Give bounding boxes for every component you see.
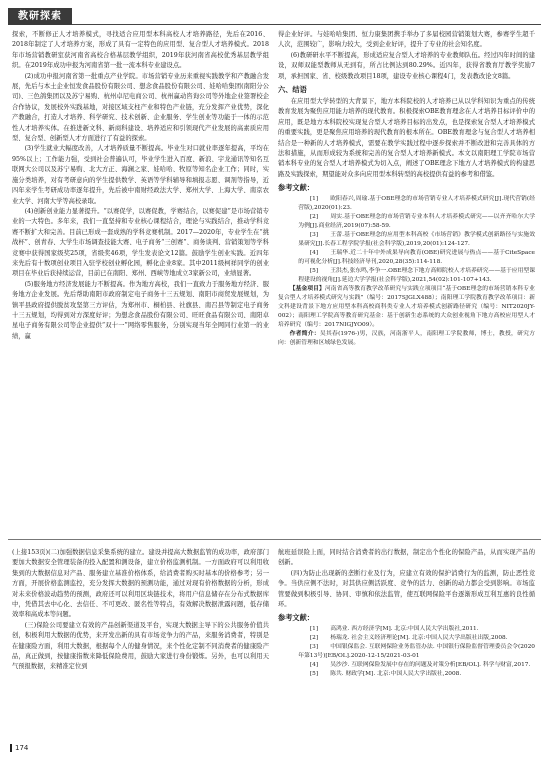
- reference-item: [278, 231, 535, 249]
- references-list: [278, 195, 535, 285]
- reference-number: [5]: [309, 671, 319, 678]
- fund-note: 【基金项目】河南省高等教育教学改革研究与实践立项项目“基于OBE理念的市场营销本科专业复合型人才培养模式研究与实践”（编号：2017SJGLX488）；南阳理工学院教育教学改革项目：新文科建设背景下地方应用型本科高校商科类专业人才培养模式创新路径研究（编号：NIT2020JY-002）；南阳理工学院高等教育研究基金：基于创新生态系统的大众创业视角下地方高校应用型人才培养研究（编号：2017NIGJYO09）。: [278, 286, 535, 329]
- header-rule: [72, 24, 541, 25]
- reference-text: 欧阳春兴,周瑜.基于OBE理念的市场营销专业人才培养模式研究[J].现代营销(经营版),2020(01):23.: [298, 196, 535, 212]
- page-header: [8, 8, 541, 25]
- column-2: [278, 30, 535, 536]
- column-1: [12, 30, 269, 536]
- reference-text: 杨瑞龙. 社会主义经济理论[M]. 北京:中国人民大学出版社出版,2008.: [330, 635, 508, 642]
- references-list-2: [278, 625, 535, 679]
- reference-number: [3]: [309, 232, 319, 239]
- reference-item: [278, 661, 535, 670]
- section-divider: [8, 539, 541, 540]
- reference-item: [278, 625, 535, 634]
- reference-text: 王蕾.基于OBE理念的应用型本科高校《市场营销》教学模式创新路径与实施效果研究[J].长春工程学院学报(社会科学版),2019,20(01):124-127.: [298, 232, 535, 248]
- references-title-2: 参考文献：: [278, 613, 314, 623]
- body-paragraph: 航班延误险上面，同时结合消费者的出行数据，制定出个性化的保险产品，从而实现产品的创新。: [278, 549, 535, 567]
- body-paragraph: 得企业好评。与娃哈哈集团、恒力康集团携手举办了多届校园营销策划大赛，参赛学生超千人次，范围较广，影响力较大，受到企业好评，提升了专业的社会知名度。: [278, 31, 535, 49]
- body-paragraph: (5)服务地方经济发展能力不断提高。作为地方高校，我们一直致力于服务地方经济、服务地方企业发展。先后帮助南阳市政府制定电子商务十三五规划、南阳市商贸发展规划，为镇平县政府提供脱贫攻坚第三方评估，为郑州市、桐柏县、社旗县、南召县等制定电子商务十三五规划，均得到对方深度好评；为想念食品股份有限公司、旺旺食品有限公司、南阳卓星电子商务有限公司等企业提供“双十一”网络零售服务，分别实现当年全网同行业第一的业绩，赢: [12, 280, 269, 340]
- reference-item: [278, 195, 535, 213]
- body-paragraph: 探索，不断修正人才培养模式，寻找适合应用型本科高校人才培养路径，先后在2016、2018年制定了人才培养方案，形成了具有一定特色的应用型、复合型人才培养模式。2018年市场营销教研室获河南省高校合格基层教学组织，2019年获河南省高校优秀基层教学组织。在2019年成功申报为河南省第一批一流本科专业建设点。: [12, 31, 269, 70]
- body-paragraph: (6)教研研水平不断提高，形成适应复合型人才培养的专业教师队伍。经过四年时间的建设，双师双能型教师从无到有，所占比例达到80.29%。近四年，获得省教育厅教学奖励7项，承担国家、省、校级教改项目18项，建设专业核心课程4门，发表教改论文8篇。: [278, 51, 535, 80]
- column-3: [12, 548, 269, 673]
- column-4: [278, 548, 535, 679]
- conclusion-paragraph: 在应用型大学转型的大背景下，地方本科院校的人才培养已从以学科知识为重点的传统教育发展为聚焦应用能力培养的现代教育。积极探索OBE教育理念在人才培养目标评价中的应用，既是地方本科院校实现复合型人才培养目标的出发点，也是探索复合型人才培养模式的重要实践，更是聚焦应用培养的现代教育的根本所在。OBE教育理念与复合型人才培养相结合是一种新的人才培养模式，需要在教学实践过程中逐步探索并不断改进和完善具体的方法和措施，从而形成较为系统和完善的复合型人才培养新模式。本文以南阳理工学院市场营销本科专业的复合型人才培养模式为切入点，阐述了OBE理念下地方人才培养模式的构建思路及实践探索，期望能对众多向应用型本科转型的高校提供有益的参考和借鉴。: [278, 98, 535, 178]
- reference-number: [2]: [309, 635, 319, 642]
- reference-text: 王洪杰,张东鸣,李争一.OBE理念下地方高师院校人才培养研究——基于应用型课程建设的视角[J].延边大学学报(社会科学版),2021,54(02):101-107+143.: [298, 268, 535, 284]
- reference-item: [278, 634, 535, 643]
- reference-number: [4]: [309, 250, 319, 257]
- reference-text: 王瑞华.近二十年中外成果导向教育(OBE)研究进展与热点——基于CiteSpace的可视化分析[J].科技经济导刊,2020,28(35):114-118.: [298, 250, 535, 266]
- reference-number: [3]: [309, 644, 319, 651]
- page-footer: [10, 744, 28, 752]
- reference-item: [278, 249, 535, 267]
- reference-number: [1]: [309, 626, 319, 633]
- body-paragraph: (三)保险公司要建立有效的产品创新渠道及平台，实现大数据主导下的公共服务价值共创，积极利用大数据的优势，来开发出新的具有市场竞争力的产品，来服务消费者，特别是在健康险方面，利用大数据，根据每个人的健身情况，来个性化定制不同消费者的健康险产品，真正做到，按健康指数来降低保险费用，鼓励大家进行身份锻炼。另外，也可以利用天气预报数据，来精准定位到: [12, 621, 269, 671]
- body-paragraph: (4)创新创业能力显著提升。“以赛促学，以赛促教，学赛结合，以赛促建”是市场营销专业的一大特色。多年来，我们一直坚持和专业核心课程结合，理论与实践结合，推动学科竞赛不断扩大和完善。目前已形成一套成熟的学科竞赛机制。2017—2020年，专业学生在“挑战杯”、创青春、大学生市场调查技能大赛、电子商务“三创赛”、商务谈判、营销策划等学科竞赛中获得国家级奖25项，省级奖46项，学生发表论文12篇。鼓励学生创业实践。近四年来先后有十数项创业项目入驻学校创业孵化园，孵化企业8家。其中2011级柯祥同学的创业项目在毕业后获持续运营，目前已在南阳、郑州、西峡等地成立3家新公司，业绩显著。: [12, 207, 269, 278]
- reference-item: [278, 643, 535, 661]
- body-paragraph: (2)成功申报河南省第一批重点产业学院。市场营销专业历来重视实践教学和产教融合发展，先后与本土企业恒发食品股份有限公司、想念食品股份有限公司、娃哈哈集团(南阳分公司)、三色鸽集团以及苏宁易购、杭州卓尼电商公司、杭州赢动咨询公司等外地企业签署校企合作协议，发展校外实践基地，对接区域支柱产业和特色产业链，充分发挥产业优势，深化产教融合，打造人才培养、科学研究、技术创新、企业服务、学生创业等功能于一体的示范性人才培养实体。在推进新文科、新商科建设、培养适应和引领现代产业发展的高素质应用型、复合型、创新型人才方面进行了有益的探索。: [12, 72, 269, 143]
- author-bio: 作者简介：吴其春(1976-)男，汉族，河南浙平人，南阳理工学院教师，博士，教授，研究方向：创新管理和区域绿色发展。: [278, 331, 535, 347]
- section-tag: 教研探索: [8, 8, 72, 25]
- reference-number: [1]: [309, 196, 319, 203]
- reference-item: [278, 267, 535, 285]
- references-title: 参考文献：: [278, 183, 314, 193]
- reference-number: [2]: [309, 214, 319, 221]
- reference-text: 陈共. 财政学[M]. 北京:中国人民大学出版社,2008.: [330, 671, 462, 678]
- body-paragraph: (3)学生就业大幅度改善，人才培养质量不断提高。毕业生对口就业率逐年提高，平均在95%以上；工作能力强，受到社会普遍认可，毕业学生进入百度、新浪、宇龙通讯等知名互联网大公司以及苏宁易购、北大方正、海澜之家、娃哈哈、牧原等知名企业工作；同时，实施分类培养，对有考研意向的学生提供数学、英语等学科辅导和填报志愿、调剂等指导，近四年来学生考研成功率逐年提升，先后被中南财经政法大学、郑州大学、上海大学、南京农业大学、河南大学等高校录取。: [12, 145, 269, 205]
- conclusion-title: 六、结语: [278, 85, 307, 95]
- reference-number: [4]: [309, 662, 319, 669]
- page-number: 174: [15, 744, 29, 752]
- body-paragraph: (上接153页)(二)加强数据信息采集系统的建立。建设并提高大数据监管的成功率，政府部门要加大数据安全管理装备的投入配置和测设备，建立价格监测机制。一方面政府可以利用收集到的大数据信息对产品、服务建立基准价格体系，给消费者购买时基本的价格参考；另一方面，开展价格监测监控，充分发挥大数据的预测功能，通过对现有价格数据的分析，形成对未来价格波动趋势的预测，政府还可以利用区块链技术，将用户信息储存在分布式数据库中，凭借其去中心化、去信任、不可更改、匿名性等特点，有效解决数据泄露问题，低存储效率和高成本等问题。: [12, 549, 269, 619]
- reference-text: 周实.基于OBE理念的市场营销专业本科人才培养模式研究——以齐齐哈尔大学为例[J].商业经济,2019(07):58-59.: [298, 214, 535, 230]
- reference-text: 高鸿业. 西方经济学[M]. 北京:中国人民大学出版社,2011.: [330, 626, 479, 633]
- footer-bar: [10, 744, 12, 752]
- body-paragraph: (四)为防止出现新的垄断行业及行为，应建立有效的保护消费行为的监测，防止恶性竞争。当供应侧不法时，对其供应侧活跃度、竞争的活力、创新的动力都会受到影响。市场监管要做到积极引导、协同、审慎和依法监管，使互联网保险平台逐渐形成互利互惠的良性循环。: [278, 569, 535, 609]
- reference-text: 吴沙沙. 互联网保险发展中存在的问题及对策分析[EB/OL]. 科学与财富,2017.: [330, 662, 531, 669]
- reference-item: [278, 213, 535, 231]
- reference-item: [278, 670, 535, 679]
- reference-number: [5]: [309, 268, 319, 275]
- reference-text: 中国银保监会. 互联网保险业务监管办法. 中国银行保险监督管理委员会令(2020年第13号)[EB/OL].2020-12-15/2021-03-01: [298, 644, 535, 660]
